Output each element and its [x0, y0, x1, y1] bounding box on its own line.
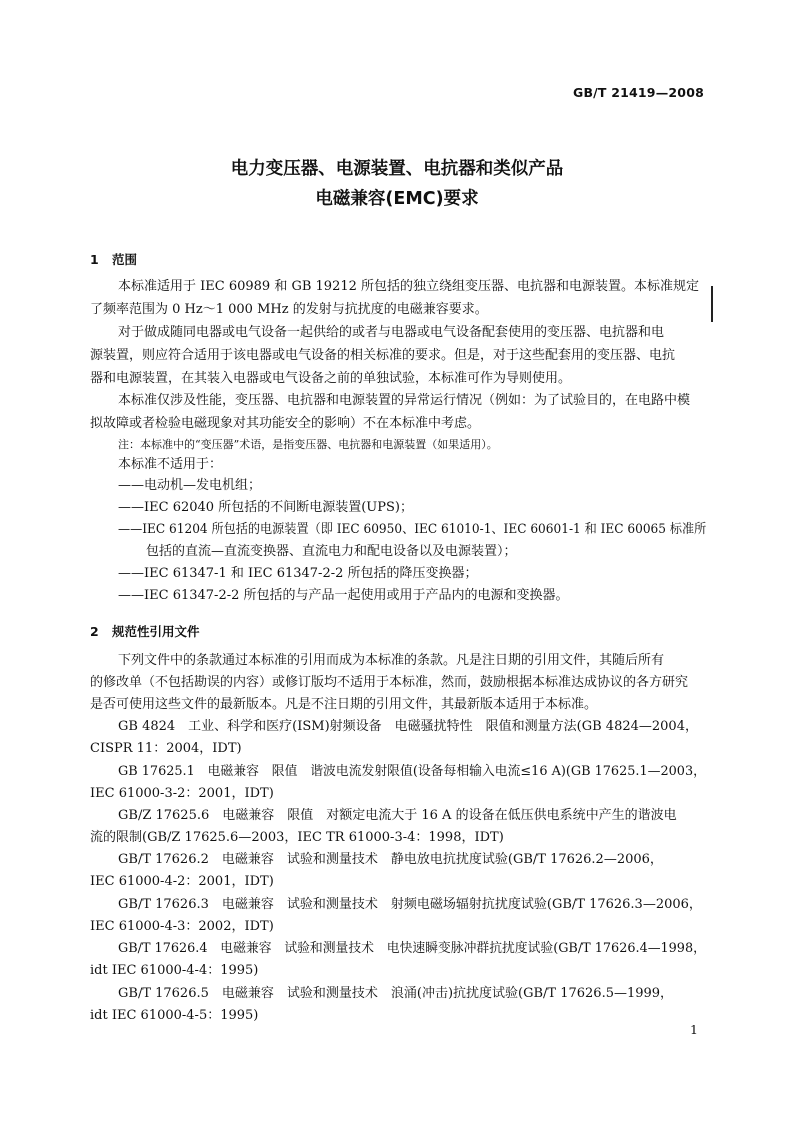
- reference-entry-continuation: 流的限制(GB/Z 17625.6—2003，IEC TR 61000-3-4：1998，IDT): [90, 830, 504, 845]
- list-item-continuation: 包括的直流—直流变换器、直流电力和配电设备以及电源装置）；: [146, 544, 517, 559]
- section-1-heading: [90, 250, 137, 268]
- section-title: 规范性引用文件: [112, 624, 200, 639]
- document-title-line-2: 电磁兼容(EMC)要求: [315, 189, 479, 209]
- reference-entry-continuation: IEC 61000-4-2：2001，IDT): [90, 874, 274, 889]
- reference-entry: GB/T 17626.5 电磁兼容 试验和测量技术 浪涌(冲击)抗扰度试验(GB/T 17626.5—1999，: [118, 986, 674, 1001]
- paragraph-line: 器和电源装置，在其装入电器或电气设备之前的单独试验，本标准可作为导则使用。: [90, 371, 572, 386]
- reference-entry: GB 17625.1 电磁兼容 限值 谐波电流发射限值(设备每相输入电流≤16 A)(GB 17625.1—2003，: [118, 764, 706, 779]
- reference-entry: GB/T 17626.3 电磁兼容 试验和测量技术 射频电磁场辐射抗扰度试验(GB/T 17626.3—2006，: [118, 897, 702, 912]
- note-text: 注：本标准中的“变压器”术语，是指变压器、电抗器和电源装置（如果适用）。: [118, 438, 498, 451]
- revision-change-bar: [711, 286, 713, 322]
- paragraph-line: 本标准不适用于：: [118, 457, 223, 472]
- section-title: 范围: [112, 252, 138, 267]
- list-item: ——电动机—发电机组；: [118, 478, 262, 493]
- list-item: ——IEC 62040 所包括的不间断电源装置(UPS)；: [118, 500, 413, 515]
- paragraph-line: 的修改单（不包括勘误的内容）或修订版均不适用于本标准，然而，鼓励根据本标准达成协议的各方研究: [90, 675, 689, 690]
- paragraph-line: 下列文件中的条款通过本标准的引用而成为本标准的条款。凡是注日期的引用文件，其随后所有: [118, 653, 665, 668]
- reference-entry-continuation: idt IEC 61000-4-4：1995): [90, 963, 259, 978]
- reference-entry: GB/Z 17625.6 电磁兼容 限值 对额定电流大于 16 A 的设备在低压供电系统中产生的谐波电: [118, 808, 677, 823]
- paragraph-line: 是否可使用这些文件的最新版本。凡是不注日期的引用文件，其最新版本适用于本标准。: [90, 697, 598, 712]
- paragraph-line: 本标准仅涉及性能，变压器、电抗器和电源装置的异常运行情况（例如：为了试验目的，在电路中模: [118, 393, 691, 408]
- list-item: ——IEC 61204 所包括的电源装置（即 IEC 60950、IEC 61010-1、IEC 60601-1 和 IEC 60065 标准所: [118, 522, 707, 537]
- paragraph-line: 拟故障或者检验电磁现象对其功能安全的影响）不在本标准中考虑。: [90, 416, 481, 431]
- document-title-line-1: 电力变压器、电源装置、电抗器和类似产品: [230, 159, 564, 179]
- reference-entry-continuation: idt IEC 61000-4-5：1995): [90, 1008, 259, 1023]
- standard-number: GB/T 21419—2008: [572, 85, 704, 100]
- reference-entry: GB/T 17626.2 电磁兼容 试验和测量技术 静电放电抗扰度试验(GB/T 17626.2—2006，: [118, 852, 663, 867]
- section-number: 1: [90, 252, 99, 267]
- reference-entry-continuation: IEC 61000-3-2：2001，IDT): [90, 786, 274, 801]
- page-number: 1: [690, 1022, 698, 1037]
- reference-entry-continuation: IEC 61000-4-3：2002，IDT): [90, 919, 274, 934]
- paragraph-line: 对于做成随同电器或电气设备一起供给的或者与电器或电气设备配套使用的变压器、电抗器和电: [118, 325, 665, 340]
- paragraph-line: 本标准适用于 IEC 60989 和 GB 19212 所包括的独立绕组变压器、电抗器和电源装置。本标准规定: [118, 279, 700, 294]
- list-item: ——IEC 61347-2-2 所包括的与产品一起使用或用于产品内的电源和变换器。: [118, 588, 569, 603]
- paragraph-line: 了频率范围为 0 Hz～1 000 MHz 的发射与抗扰度的电磁兼容要求。: [90, 302, 488, 317]
- reference-entry: GB 4824 工业、科学和医疗(ISM)射频设备 电磁骚扰特性 限值和测量方法(GB 4824—2004，: [118, 719, 698, 734]
- reference-entry-continuation: CISPR 11：2004，IDT): [90, 741, 242, 756]
- list-item: ——IEC 61347-1 和 IEC 61347-2-2 所包括的降压变换器；: [118, 566, 478, 581]
- section-2-heading: [90, 622, 200, 640]
- paragraph-line: 源装置，则应符合适用于该电器或电气设备的相关标准的要求。但是，对于这些配套用的变压器、电抗: [90, 348, 676, 363]
- reference-entry: GB/T 17626.4 电磁兼容 试验和测量技术 电快速瞬变脉冲群抗扰度试验(GB/T 17626.4—1998，: [118, 941, 706, 956]
- section-number: 2: [90, 624, 99, 639]
